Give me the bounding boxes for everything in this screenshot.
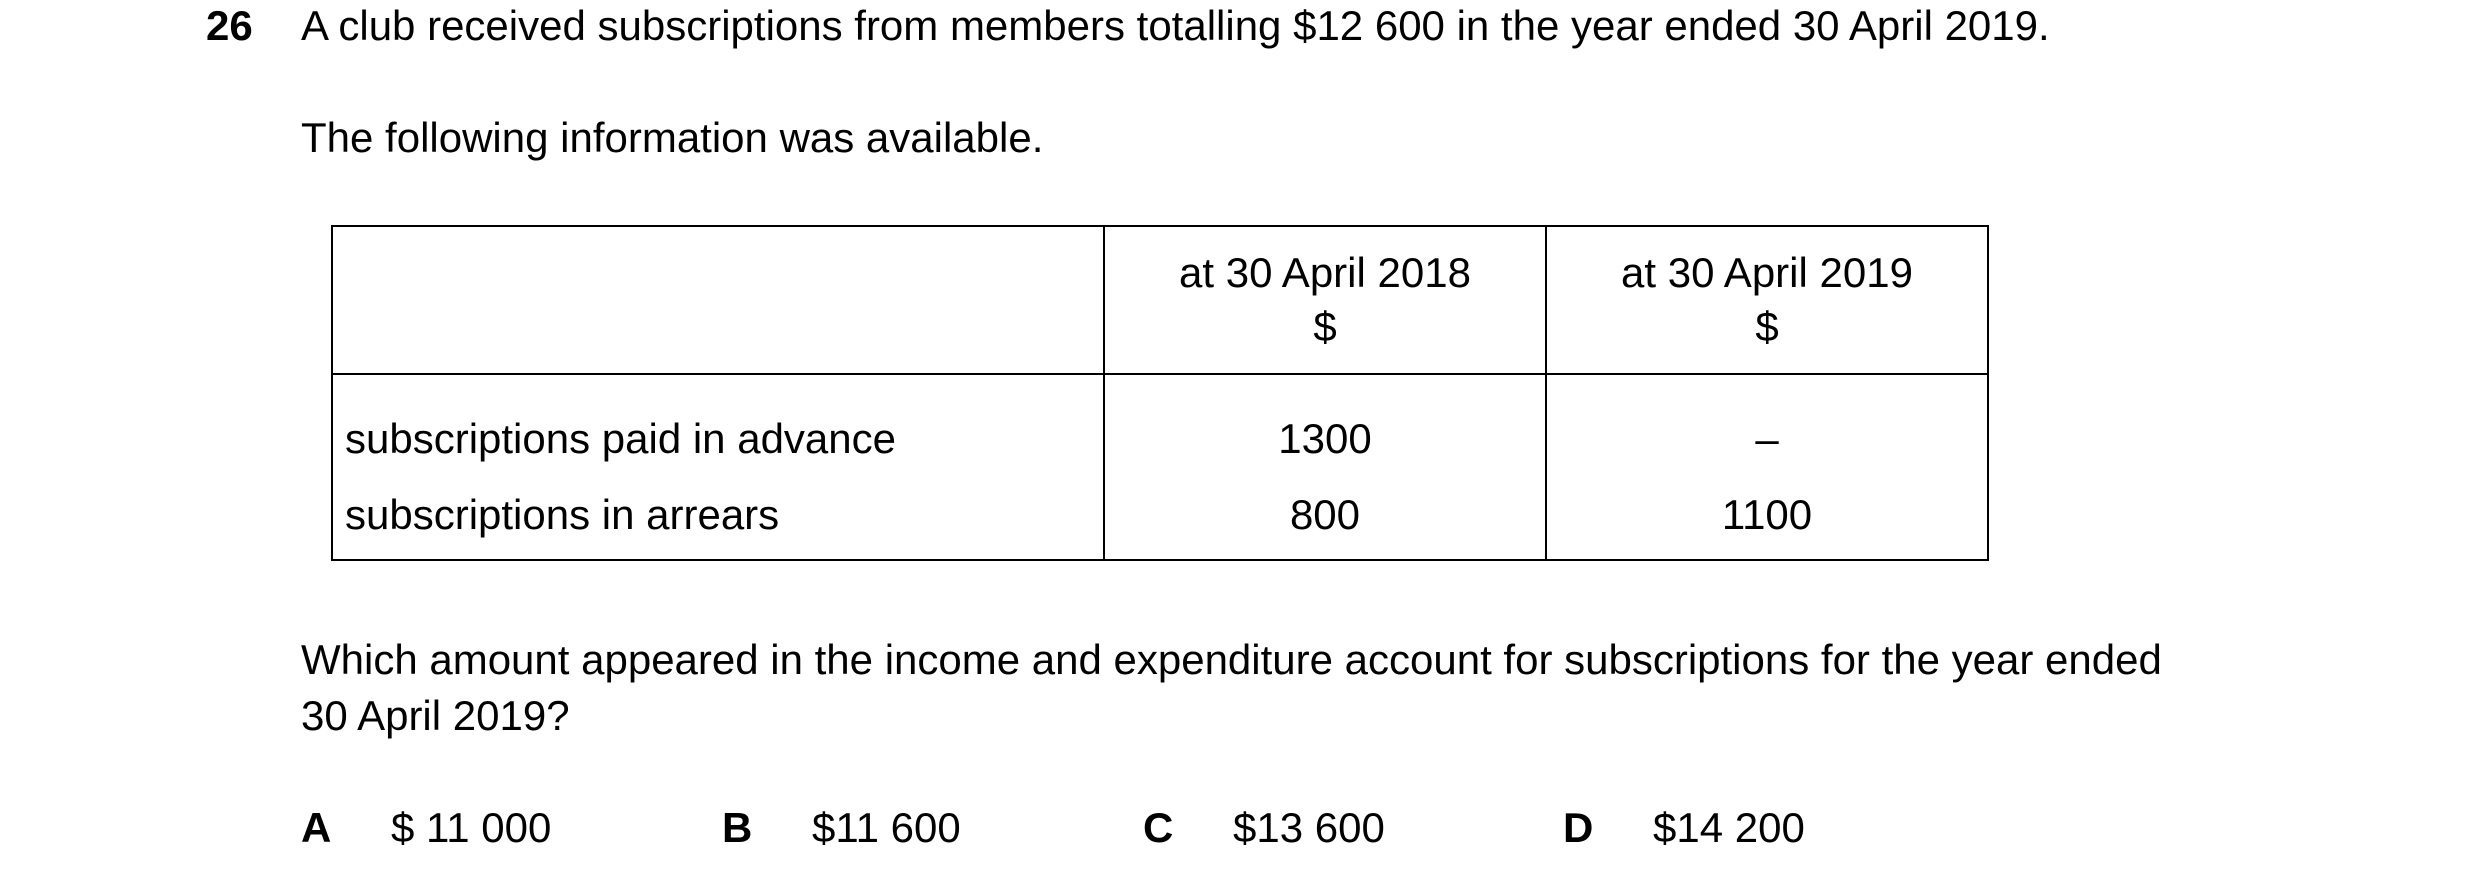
prompt-line-2: 30 April 2019? [301,692,570,739]
header-unit-2018: $ [1313,303,1337,350]
question-prompt [301,632,2301,744]
row-label-arrears: subscriptions in arrears [332,471,1104,560]
subscriptions-table [331,225,1989,561]
header-date-2018: at 30 April 2018 [1179,249,1471,296]
option-d-letter: D [1563,804,1594,851]
table-header-2019 [1546,226,1988,374]
option-c-value: $13 600 [1233,804,1385,851]
cell-arrears-2018: 800 [1104,471,1546,560]
question-number: 26 [206,2,253,49]
header-unit-2019: $ [1755,303,1779,350]
option-d-value: $14 200 [1653,804,1805,851]
table-header-2018 [1104,226,1546,374]
prompt-line-1: Which amount appeared in the income and expenditure account for subscriptions for the year ended [301,636,2162,683]
row-label-advance: subscriptions paid in advance [332,374,1104,471]
table-header-empty [332,226,1104,374]
option-a-letter: A [301,804,332,851]
option-b-letter: B [722,804,753,851]
option-a-value: $ 11 000 [391,804,552,851]
cell-advance-2019: – [1546,374,1988,471]
cell-arrears-2019: 1100 [1546,471,1988,560]
info-line: The following information was available. [301,114,1044,161]
header-date-2019: at 30 April 2019 [1621,249,1913,296]
question-stem: A club received subscriptions from members totalling $12 600 in the year ended 30 April 2019. [301,2,2050,49]
table-row [332,374,1988,471]
option-c-letter: C [1143,804,1174,851]
table-header-row [332,226,1988,374]
cell-advance-2018: 1300 [1104,374,1546,471]
option-b-value: $11 600 [812,804,961,851]
table-row [332,471,1988,560]
